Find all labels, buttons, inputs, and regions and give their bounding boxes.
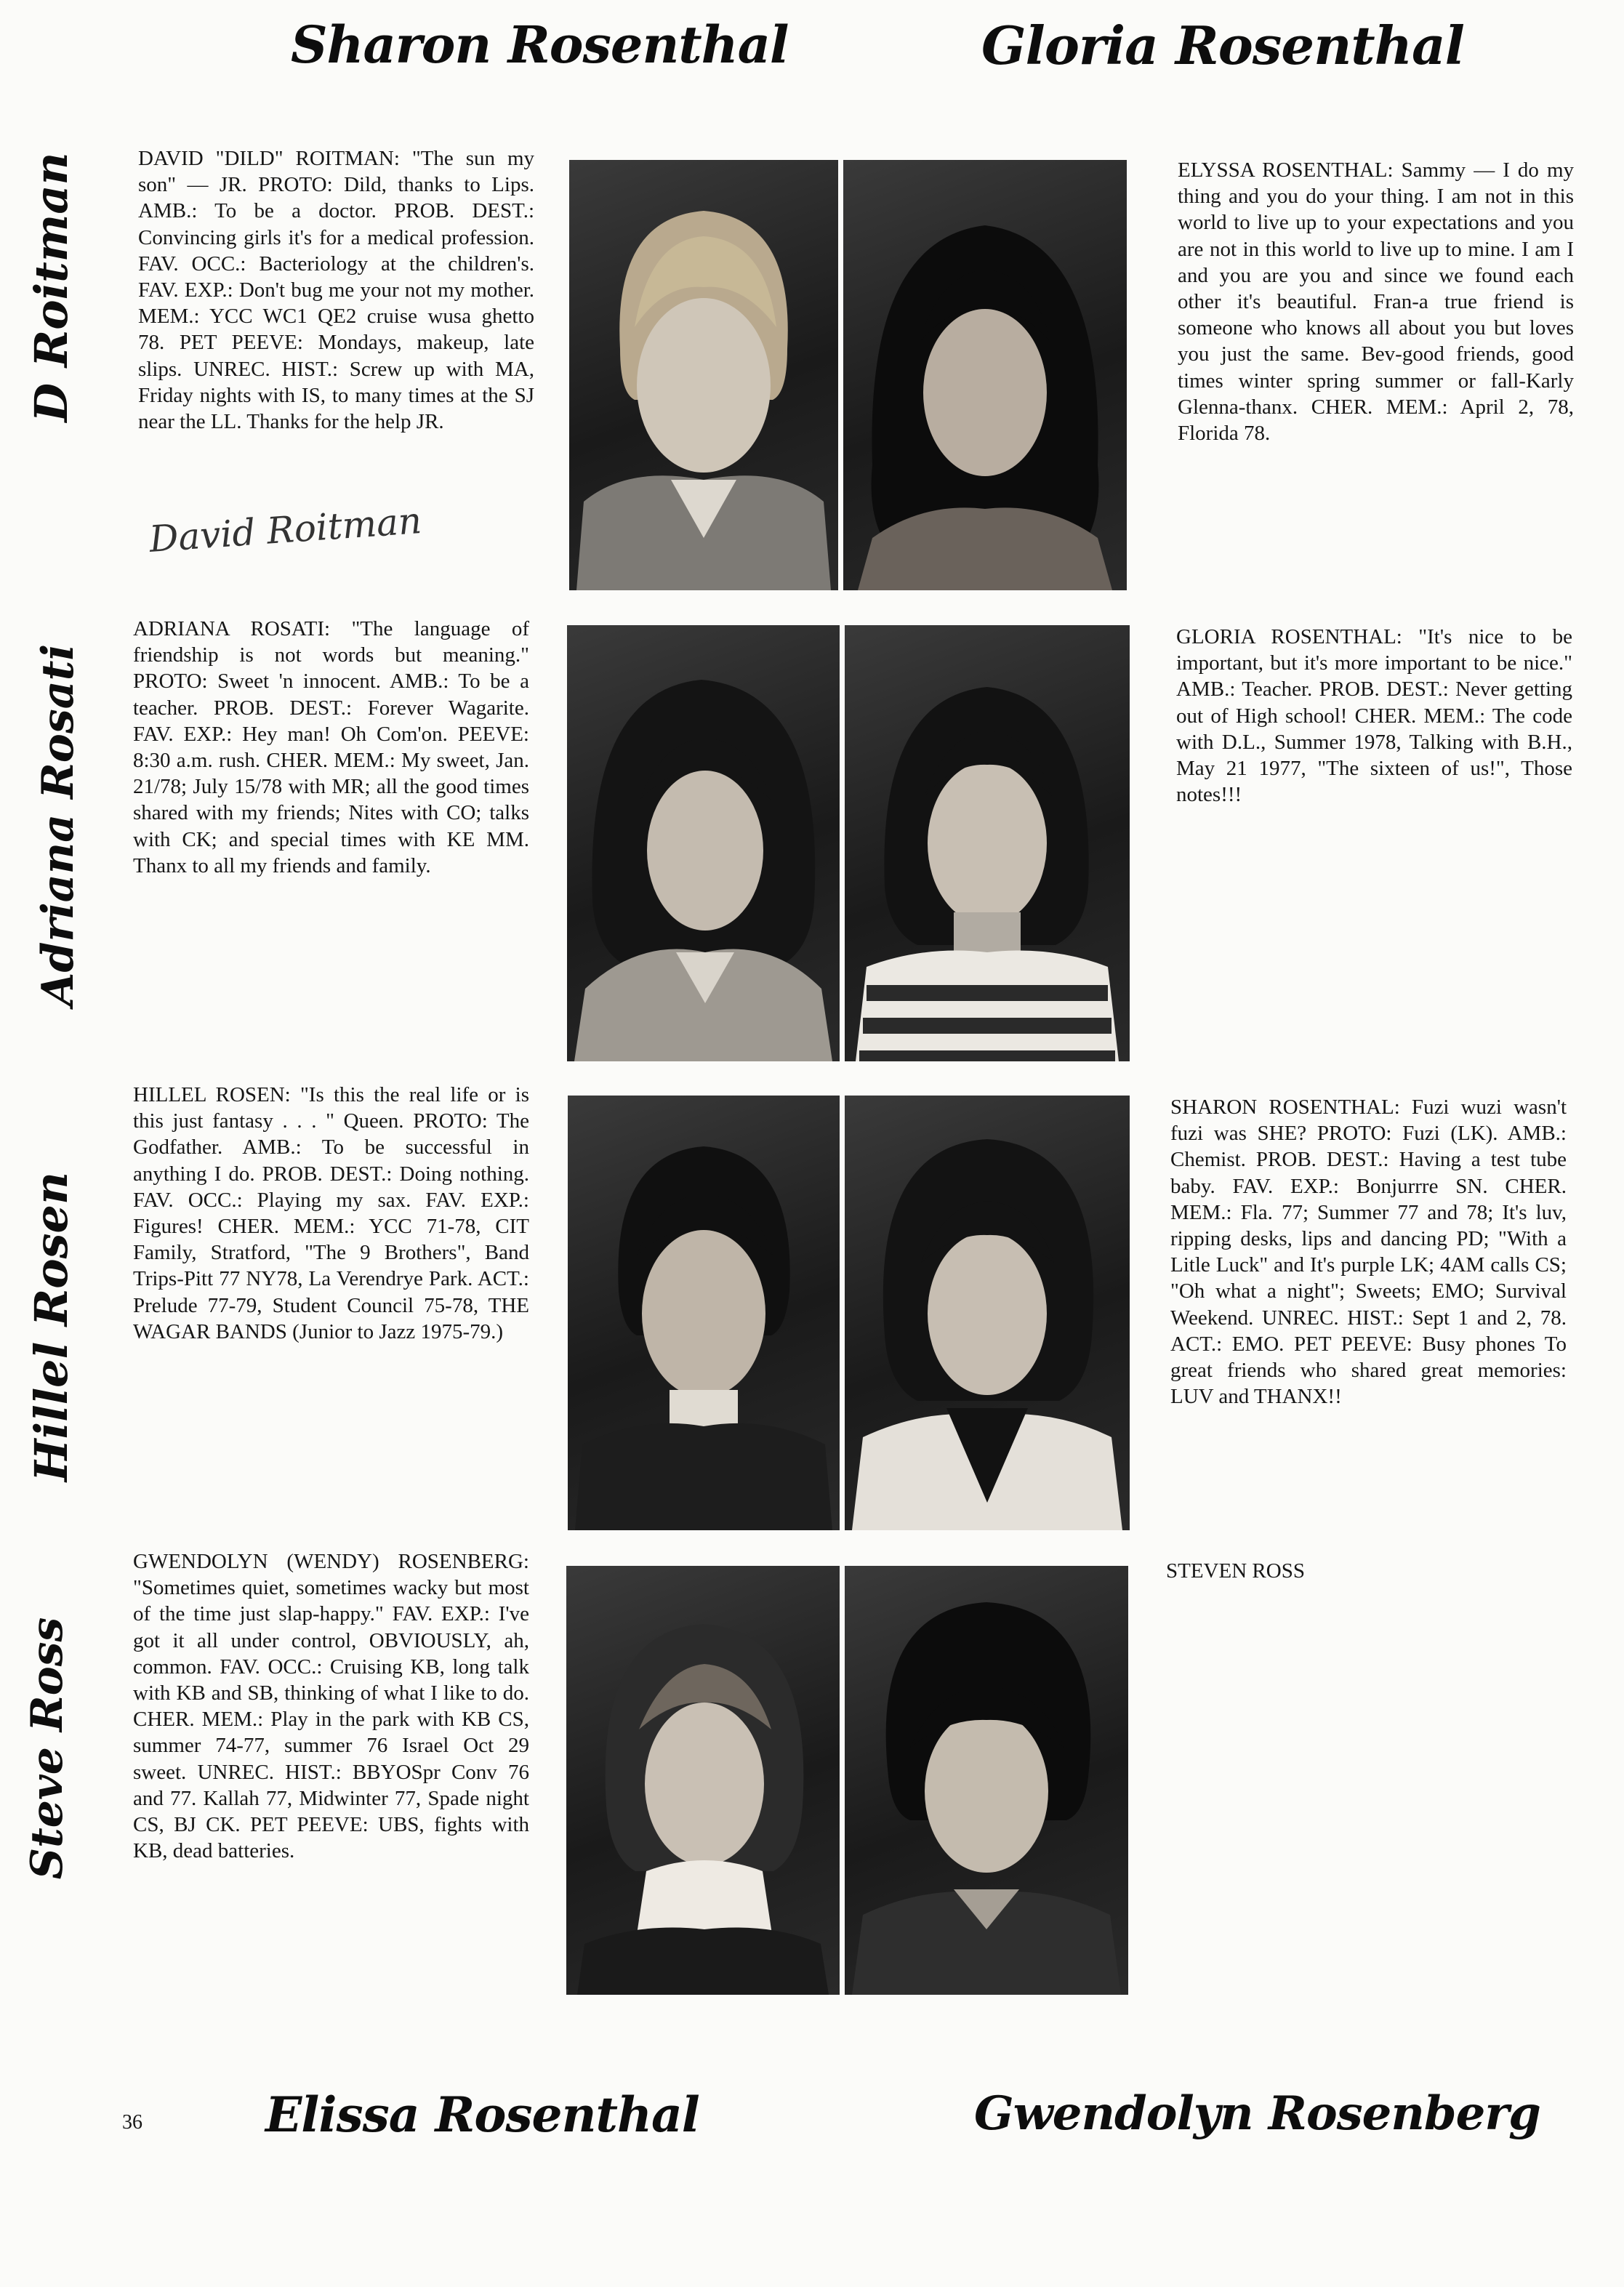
signature-bottom-right: Gwendolyn Rosenberg	[974, 2086, 1540, 2141]
student-bio-gloria-rosenthal: GLORIA ROSENTHAL: "It's nice to be important, but it's more important to be nice." AMB.: Teacher. PROB. DEST.: Never getting out of High school! CHER. MEM.: The code with D.L., Summer 1978, Talking with B.H., May 21 1977, "The sixteen of us!", Those notes!!!	[1176, 625, 1572, 807]
signature-top-left: Sharon Rosenthal	[291, 15, 789, 75]
student-photo-elyssa-rosenthal	[843, 160, 1127, 590]
student-photo-sharon-rosenthal	[845, 1096, 1130, 1530]
student-photo-hillel-rosen	[568, 1096, 840, 1530]
student-bio-steven-ross: STEVEN ROSS	[1166, 1559, 1305, 1583]
student-photo-roitman	[569, 160, 838, 590]
student-bio-hillel-rosen: HILLEL ROSEN: "Is this the real life or is this just fantasy . . . " Queen. PROTO: The Godfather. AMB.: To be successful in anything I do. PROB. DEST.: Doing nothing. FAV. OCC.: Playing my sax. FAV. EXP.: Figures! CHER. MEM.: YCC 71-78, CIT Family, Stratford, "The 9 Brothers", Band Trips-Pitt 77 NY78, La Verendrye Park. ACT.: Prelude 77-79, Student Council 75-78, THE WAGAR BANDS (Junior to Jazz 1975-79.)	[133, 1083, 529, 1343]
signature-margin-2: Adriana Rosati	[33, 643, 84, 1007]
signature-margin-1: D Roitman	[24, 152, 78, 422]
student-photo-rosati	[567, 625, 840, 1061]
student-bio-rosenberg: GWENDOLYN (WENDY) ROSENBERG: "Sometimes quiet, sometimes wacky but most of the time just slap-happy." FAV. EXP.: I've got it all under control, OBVIOUSLY, ah, common. FAV. OCC.: Cruising KB, long talk with KB and SB, thinking of what I like to do. CHER. MEM.: Play in the park with KB CS, summer 74-77, summer 76 Israel Oct 29 sweet. UNREC. HIST.: BBYOSpr Conv 76 and 77. Kallah 77, Midwinter 77, Spade night CS, BJ CK. PET PEEVE: UBS, fights with KB, dead batteries.	[133, 1550, 529, 1863]
student-bio-sharon-rosenthal: SHARON ROSENTHAL: Fuzi wuzi wasn't fuzi was SHE? PROTO: Fuzi (LK). AMB.: Chemist. PROB. DEST.: Having a test tube baby. FAV. EXP.: Bonjurrre SN. CHER. MEM.: Fla. 77; Summer 77 and 78; It's luv, ripping desks, lips and dancing PD; "With a Litle Luck" and It's purple LK; 4AM calls CS; "Oh what a night"; Sweets; EMO; Survival Weekend. UNREC. HIST.: Sept 1 and 2, 78. ACT.: EMO. PET PEEVE: Busy phones To great friends who shared great memories: LUV and THANX!!	[1170, 1096, 1567, 1409]
student-bio-rosati: ADRIANA ROSATI: "The language of friendship is not words but meaning." PROTO: Sweet 'n innocent. AMB.: To be a teacher. PROB. DEST.: Forever Wagarite. FAV. EXP.: Hey man! Oh Com'on. PEEVE: 8:30 a.m. rush. CHER. MEM.: My sweet, Jan. 21/78; July 15/78 with MR; all the good times shared with my friends; Nites with CO; talks with CK; and special times with KE MM. Thanx to all my friends and family.	[133, 617, 529, 877]
signature-margin-4: Steve Ross	[22, 1617, 73, 1880]
student-photo-steven-ross	[845, 1566, 1128, 1995]
signature-inline-roitman: David Roitman	[148, 499, 423, 561]
signature-bottom-left: Elissa Rosenthal	[265, 2086, 699, 2143]
page-number: 36	[122, 2111, 142, 2134]
student-photo-rosenberg	[566, 1566, 840, 1995]
student-bio-elyssa-rosenthal: ELYSSA ROSENTHAL: Sammy — I do my thing and you do your thing. I am not in this world to live up to your expectations and you are not in this world to live up to mine. I am I and you are you and since we found each other it's beautiful. Fran-a true friend is someone who knows all about you but loves you just the same. Bev-good friends, good times winter spring summer or fall-Karly Glenna-thanx. CHER. MEM.: April 2, 78, Florida 78.	[1178, 158, 1574, 446]
student-bio-roitman: DAVID "DILD" ROITMAN: "The sun my son" — JR. PROTO: Dild, thanks to Lips. AMB.: To be a doctor. PROB. DEST.: Convincing girls it's for a medical profession. FAV. OCC.: Bacteriology at the children's. FAV. EXP.: Don't bug me your not my mother. MEM.: YCC WC1 QE2 cruise wusa ghetto 78. PET PEEVE: Mondays, makeup, late slips. UNREC. HIST.: Screw up with MA, Friday nights with IS, to many times at the SJ near the LL. Thanks for the help JR.	[138, 147, 534, 434]
signature-margin-3: Hillel Rosen	[24, 1171, 78, 1482]
signature-top-right: Gloria Rosenthal	[981, 15, 1465, 76]
student-photo-gloria-rosenthal	[845, 625, 1130, 1061]
